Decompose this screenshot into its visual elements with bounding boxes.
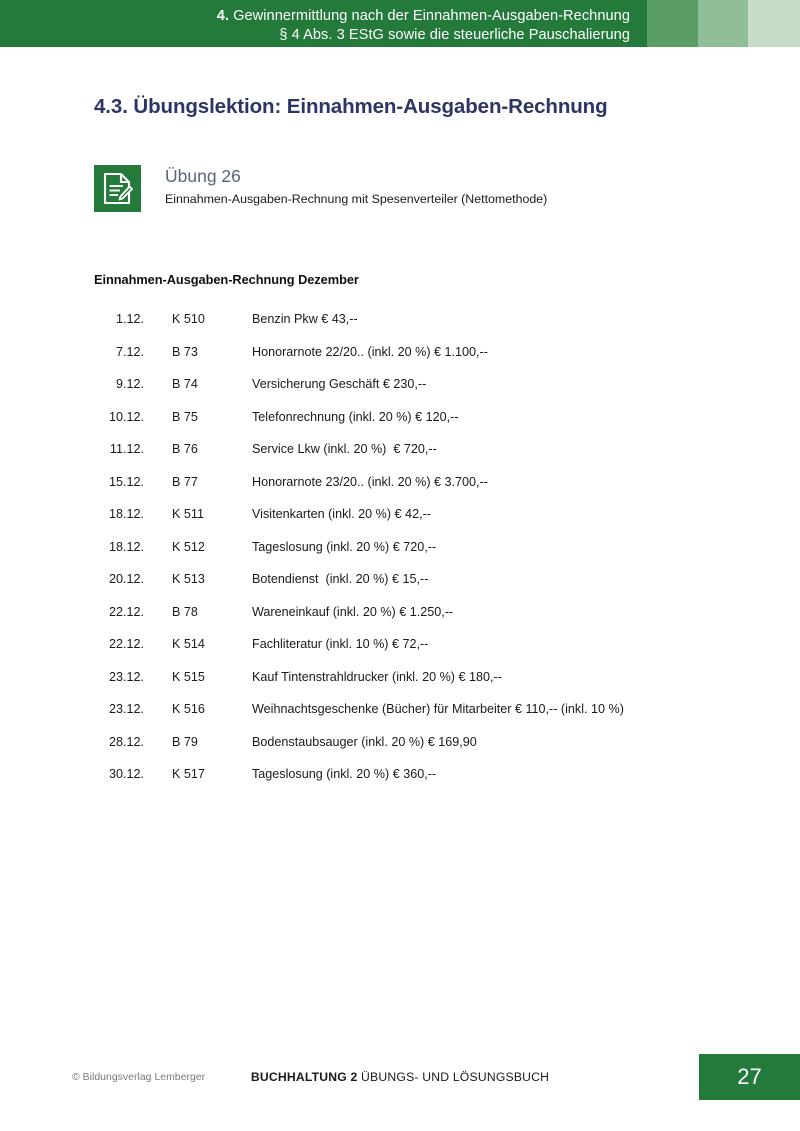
transaction-date: 10.12. <box>108 409 144 424</box>
transaction-voucher-code: K 513 <box>172 572 205 587</box>
table-row <box>94 433 754 466</box>
table-row <box>94 498 754 531</box>
exercise-title: Übung 26 <box>165 166 241 186</box>
page-number-box <box>699 1054 800 1100</box>
transaction-date: 7.12. <box>115 344 144 359</box>
running-header <box>0 0 800 47</box>
exercise-text-block <box>165 165 547 208</box>
chapter-title: Gewinnermittlung nach der Einnahmen-Ausgaben-Rechnung <box>228 8 630 24</box>
transaction-voucher-code: B 75 <box>172 409 198 424</box>
running-header-line-1 <box>0 7 630 26</box>
transaction-description: Fachliteratur (inkl. 10 %) € 72,-- <box>252 637 429 652</box>
transaction-description: Tageslosung (inkl. 20 %) € 360,-- <box>252 767 437 782</box>
transaction-voucher-code: K 512 <box>172 539 205 554</box>
exercise-subtitle: Einnahmen-Ausgaben-Rechnung mit Spesenverteiler (Nettomethode) <box>165 192 548 206</box>
transaction-description: Versicherung Geschäft € 230,-- <box>252 377 427 392</box>
transaction-description: Tageslosung (inkl. 20 %) € 720,-- <box>252 539 437 554</box>
transaction-voucher-code: B 79 <box>172 734 198 749</box>
document-with-pencil-icon <box>94 165 141 212</box>
header-swatch-2 <box>698 0 748 47</box>
transaction-voucher-code: K 514 <box>172 637 205 652</box>
table-row <box>94 661 754 694</box>
footer-book-title: BUCHHALTUNG 2 <box>250 1070 358 1084</box>
header-swatch-3 <box>748 0 800 47</box>
transactions-table <box>94 303 754 791</box>
transaction-date: 15.12. <box>108 474 144 489</box>
page-number: 27 <box>737 1064 762 1089</box>
transaction-description: Wareneinkauf (inkl. 20 %) € 1.250,-- <box>252 604 454 619</box>
footer-book-subtitle: ÜBUNGS- UND LÖSUNGSBUCH <box>357 1070 550 1084</box>
transaction-voucher-code: B 74 <box>172 377 198 392</box>
transaction-date: 20.12. <box>108 572 144 587</box>
transaction-voucher-code: B 73 <box>172 344 198 359</box>
transaction-date: 18.12. <box>108 507 144 522</box>
running-header-line-2: § 4 Abs. 3 EStG sowie die steuerliche Pauschalierung <box>279 27 630 43</box>
transaction-date: 18.12. <box>108 539 144 554</box>
table-row <box>94 368 754 401</box>
transaction-date: 11.12. <box>109 442 144 457</box>
transaction-date: 30.12. <box>108 767 144 782</box>
table-row <box>94 466 754 499</box>
transaction-description: Botendienst (inkl. 20 %) € 15,-- <box>252 572 429 587</box>
running-header-text-block <box>0 0 647 47</box>
transaction-date: 22.12. <box>108 637 144 652</box>
transaction-description: Honorarnote 23/20.. (inkl. 20 %) € 3.700,-- <box>252 474 488 489</box>
table-row <box>94 596 754 629</box>
transaction-date: 28.12. <box>108 734 144 749</box>
table-row <box>94 303 754 336</box>
transaction-description: Kauf Tintenstrahldrucker (inkl. 20 %) € 180,-- <box>252 669 502 684</box>
table-row <box>94 401 754 434</box>
transaction-description: Weihnachtsgeschenke (Bücher) für Mitarbeiter € 110,-- (inkl. 10 %) <box>252 702 624 717</box>
transaction-description: Benzin Pkw € 43,-- <box>252 312 358 327</box>
transaction-date: 23.12. <box>108 669 144 684</box>
transaction-date: 23.12. <box>108 702 144 717</box>
transaction-voucher-code: K 516 <box>172 702 205 717</box>
transaction-date: 9.12. <box>115 377 144 392</box>
transaction-date: 22.12. <box>108 604 144 619</box>
table-row <box>94 531 754 564</box>
transaction-description: Telefonrechnung (inkl. 20 %) € 120,-- <box>252 409 459 424</box>
header-swatch-1 <box>647 0 698 47</box>
transaction-description: Bodenstaubsauger (inkl. 20 %) € 169,90 <box>252 734 477 749</box>
footer-copyright: © Bildungsverlag Lemberger <box>72 1072 206 1083</box>
transaction-voucher-code: B 77 <box>172 474 198 489</box>
transaction-voucher-code: B 78 <box>172 604 198 619</box>
transaction-voucher-code: K 515 <box>172 669 205 684</box>
table-row <box>94 693 754 726</box>
transaction-voucher-code: K 510 <box>172 312 205 327</box>
table-row <box>94 336 754 369</box>
table-row <box>94 758 754 791</box>
table-row <box>94 563 754 596</box>
section-title: 4.3. Übungslektion: Einnahmen-Ausgaben-Rechnung <box>94 94 608 118</box>
transaction-date: 1.12. <box>115 312 144 327</box>
transaction-description: Service Lkw (inkl. 20 %) € 720,-- <box>252 442 437 457</box>
transaction-voucher-code: K 517 <box>172 767 205 782</box>
transactions-table-body <box>94 303 754 791</box>
transaction-description: Visitenkarten (inkl. 20 %) € 42,-- <box>252 507 431 522</box>
chapter-number: 4. <box>216 8 229 24</box>
transactions-heading: Einnahmen-Ausgaben-Rechnung Dezember <box>94 272 359 287</box>
table-row <box>94 628 754 661</box>
transaction-voucher-code: K 511 <box>172 507 204 522</box>
exercise-block <box>94 165 734 212</box>
transaction-description: Honorarnote 22/20.. (inkl. 20 %) € 1.100,-- <box>252 344 488 359</box>
footer-book-line <box>0 1070 800 1084</box>
transaction-voucher-code: B 76 <box>172 442 198 457</box>
table-row <box>94 726 754 759</box>
